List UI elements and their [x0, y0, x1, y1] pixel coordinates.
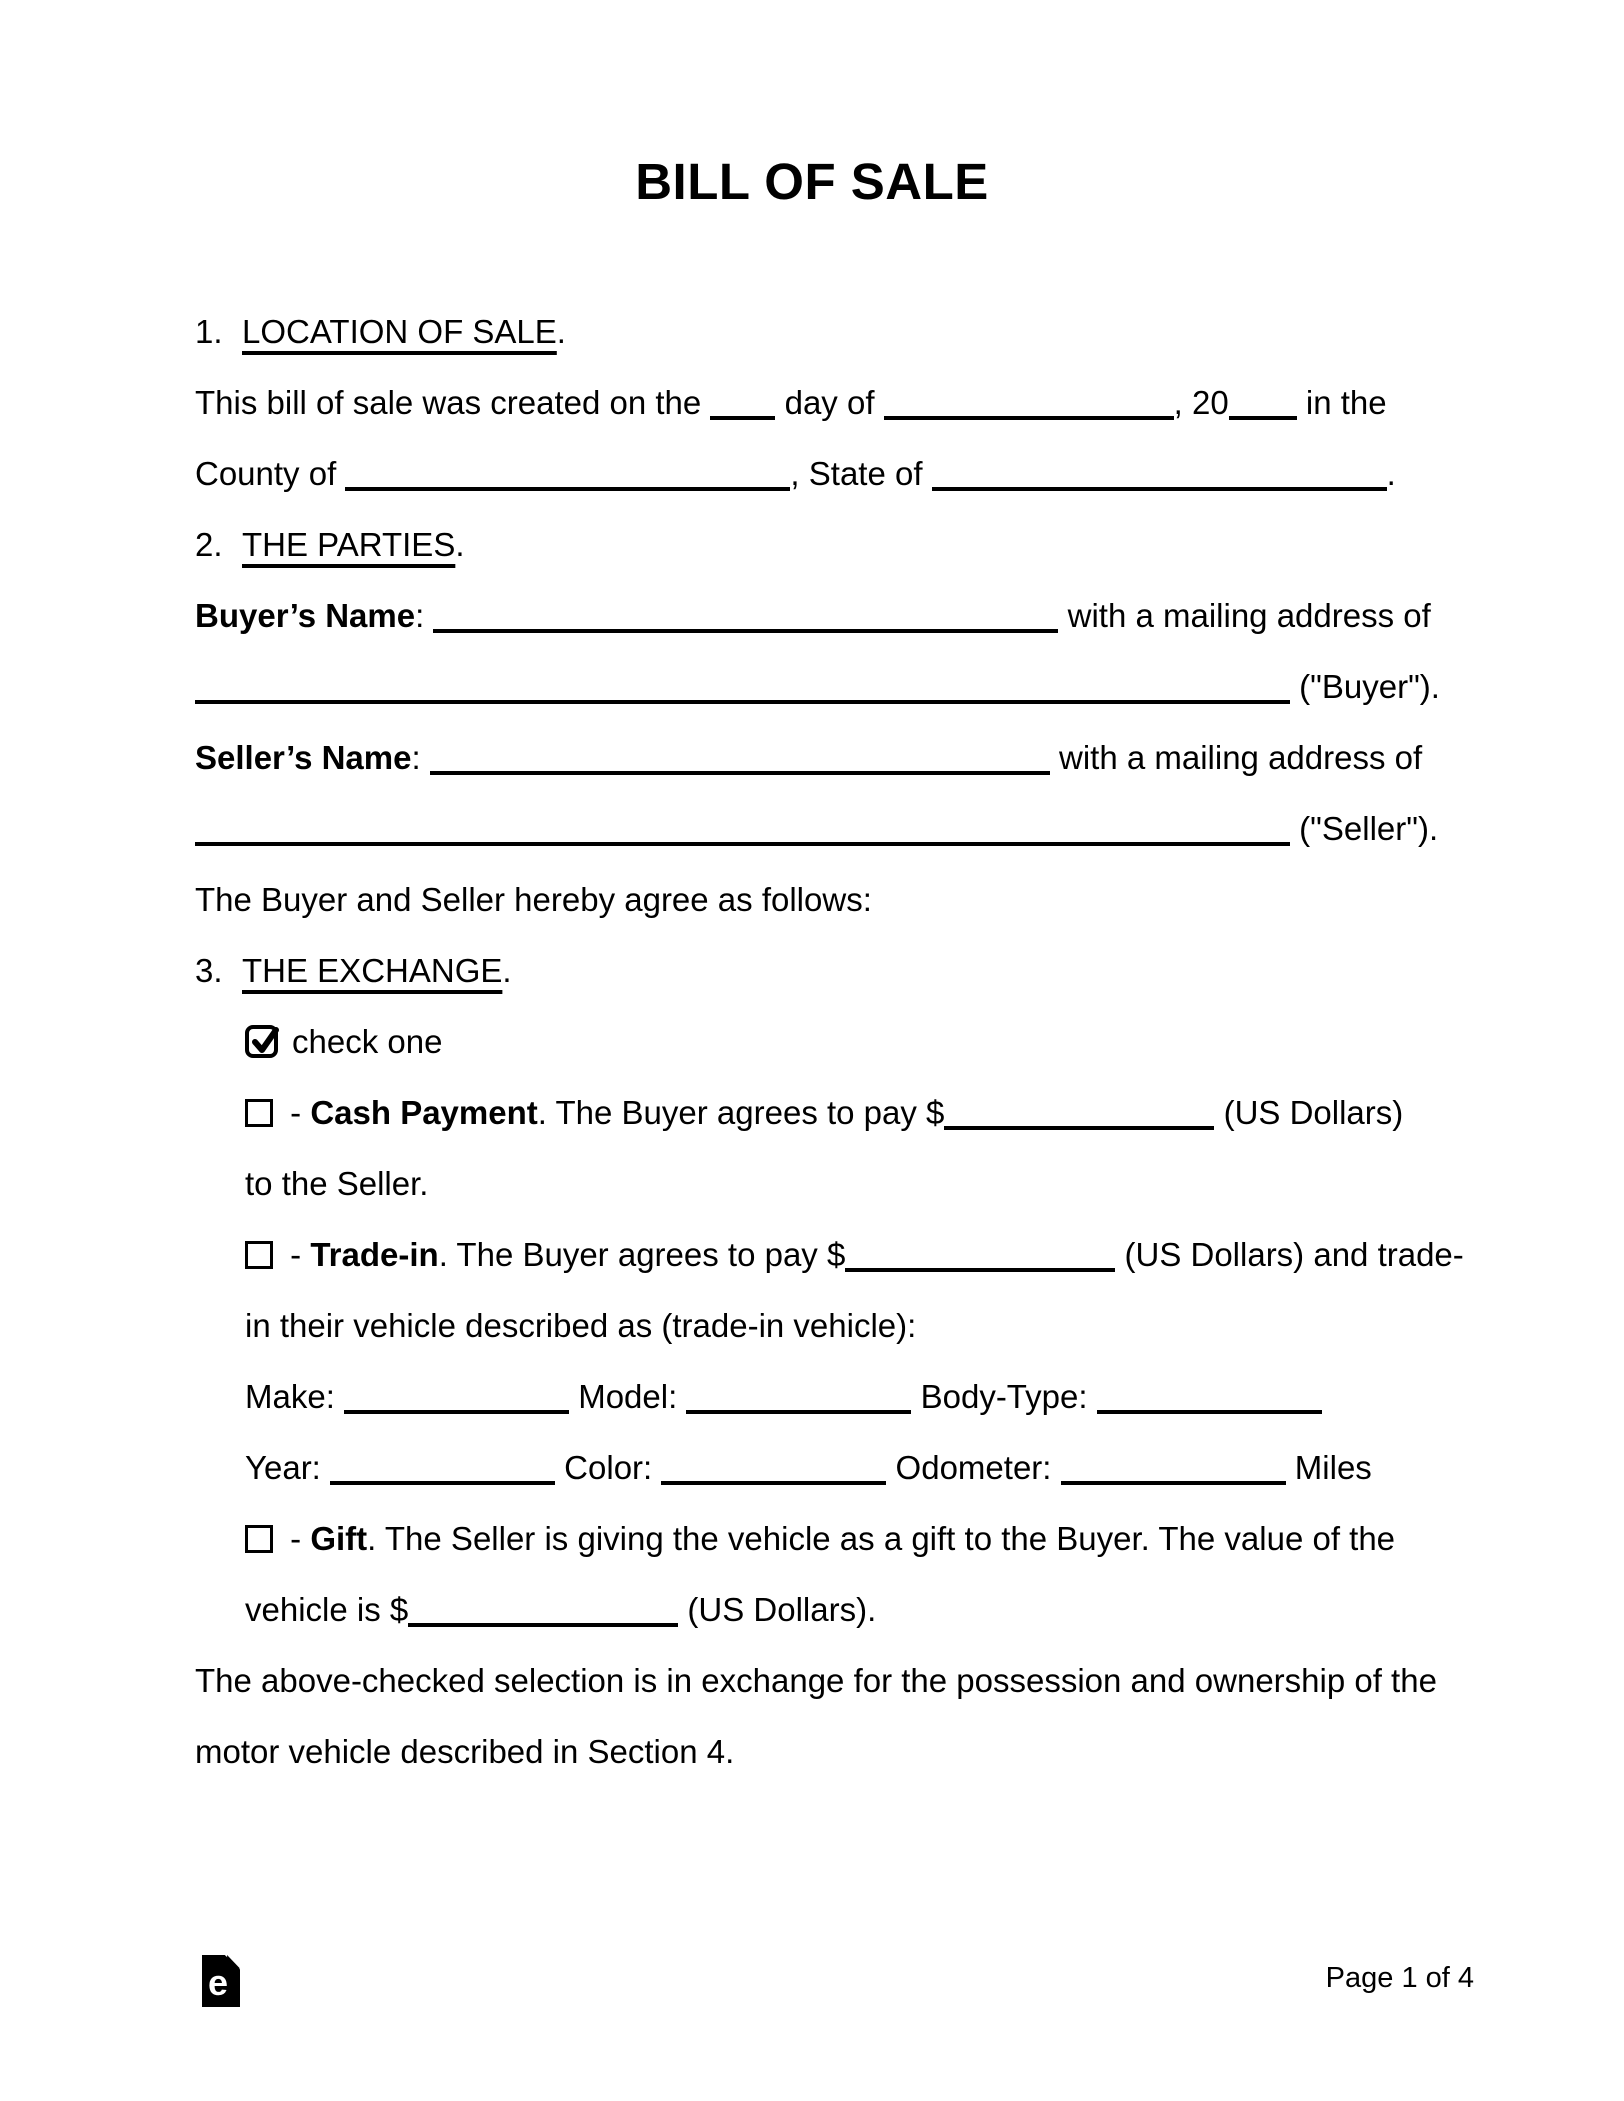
check-one-line [245, 1006, 1455, 1077]
section-2-title: THE PARTIES [242, 526, 456, 563]
check-icon [247, 1022, 285, 1060]
trade-in-label: Trade-in [310, 1236, 439, 1273]
seller-name-line [195, 722, 1455, 793]
agreement-text: The Buyer and Seller hereby agree as follows: [195, 881, 872, 918]
vehicle-specs-line-2 [245, 1432, 1455, 1503]
buyer-name-field[interactable] [433, 629, 1058, 633]
document-body [195, 296, 1464, 1787]
color-label: Color: [555, 1449, 662, 1486]
section-3-period: . [502, 952, 512, 989]
cash-payment-line [245, 1077, 1455, 1148]
buyer-address-line [195, 651, 1455, 722]
section-2-period: . [455, 526, 465, 563]
page-number: Page 1 of 4 [1325, 1962, 1474, 1994]
cash-amount-field[interactable] [944, 1126, 1214, 1130]
gift-text: . The Seller is giving the vehicle as a gift to the Buyer. The value of the [367, 1520, 1396, 1557]
vehicle-specs-line-1 [245, 1361, 1455, 1432]
created-text-b: day of [775, 384, 884, 421]
seller-name-field[interactable] [430, 771, 1050, 775]
section-3-number: 3. [195, 952, 223, 989]
model-label: Model: [569, 1378, 687, 1415]
gift-dash: - [281, 1520, 311, 1557]
state-field[interactable] [932, 487, 1387, 491]
year-label: Year: [245, 1449, 331, 1486]
created-text-c: , 20 [1173, 384, 1229, 421]
body-type-label: Body-Type: [911, 1378, 1097, 1415]
cash-text: . The Buyer agrees to pay $ [537, 1094, 945, 1131]
closing-line-2 [195, 1716, 1455, 1787]
buyer-name-label: Buyer’s Name [195, 597, 416, 634]
trade-in-checkbox[interactable] [245, 1241, 273, 1269]
created-text-a: This bill of sale was created on the [195, 384, 711, 421]
trade-text: . The Buyer agrees to pay $ [438, 1236, 846, 1273]
trade-amount-field[interactable] [845, 1268, 1115, 1272]
check-one-checkbox[interactable] [245, 1025, 278, 1058]
trade-continuation-text: in their vehicle described as (trade-in vehicle): [245, 1307, 917, 1344]
gift-continuation-text: vehicle is $ [245, 1591, 409, 1628]
gift-label: Gift [310, 1520, 368, 1557]
section-1-title: LOCATION OF SALE [242, 313, 557, 350]
cash-after: (US Dollars) [1214, 1094, 1404, 1131]
gift-value-field[interactable] [408, 1623, 678, 1627]
odometer-field[interactable] [1061, 1481, 1286, 1485]
buyer-address-field[interactable] [195, 700, 1290, 704]
section-2-heading-line [195, 509, 1455, 580]
odometer-label: Odometer: [886, 1449, 1061, 1486]
trade-in-line [245, 1219, 1464, 1290]
closing-text-2: motor vehicle described in Section 4. [195, 1733, 735, 1770]
cash-continuation-text: to the Seller. [245, 1165, 429, 1202]
buyer-name-colon: : [415, 597, 434, 634]
seller-tag: ("Seller"). [1290, 810, 1439, 847]
model-field[interactable] [686, 1410, 911, 1414]
section-3-title: THE EXCHANGE [242, 952, 503, 989]
place-text-c: . [1386, 455, 1396, 492]
section-3-heading-line [195, 935, 1455, 1006]
cash-payment-label: Cash Payment [310, 1094, 538, 1131]
gift-checkbox[interactable] [245, 1525, 273, 1553]
section-1-heading-line [195, 296, 1455, 367]
seller-name-after: with a mailing address of [1049, 739, 1423, 776]
seller-address-field[interactable] [195, 842, 1290, 846]
section-1-period: . [556, 313, 566, 350]
gift-continuation-line [245, 1574, 1455, 1645]
seller-name-colon: : [411, 739, 430, 776]
trade-in-continuation-line [245, 1290, 1455, 1361]
day-field[interactable] [710, 416, 775, 420]
eforms-logo-icon [202, 1955, 240, 2007]
make-field[interactable] [344, 1410, 569, 1414]
gift-line [245, 1503, 1455, 1574]
section-1-number: 1. [195, 313, 223, 350]
document-title: BILL OF SALE [635, 153, 989, 210]
section-2-number: 2. [195, 526, 223, 563]
check-one-label: check one [292, 1023, 443, 1060]
place-text-b: , State of [790, 455, 932, 492]
created-date-line [195, 367, 1455, 438]
trade-after: (US Dollars) and trade- [1115, 1236, 1464, 1273]
cash-payment-continuation-line [245, 1148, 1455, 1219]
trade-dash: - [281, 1236, 311, 1273]
place-text-a: County of [195, 455, 346, 492]
gift-continuation-after: (US Dollars). [678, 1591, 877, 1628]
closing-text-1: The above-checked selection is in exchange for the possession and ownership of the [195, 1662, 1437, 1699]
month-field[interactable] [884, 416, 1174, 420]
buyer-name-after: with a mailing address of [1058, 597, 1431, 634]
closing-line-1 [195, 1645, 1455, 1716]
logo-letter: e [207, 1962, 229, 2003]
make-label: Make: [245, 1378, 345, 1415]
vehicle-year-field[interactable] [330, 1481, 555, 1485]
buyer-tag: ("Buyer"). [1290, 668, 1440, 705]
year-field[interactable] [1229, 416, 1297, 420]
seller-address-line [195, 793, 1455, 864]
cash-payment-checkbox[interactable] [245, 1099, 273, 1127]
seller-name-label: Seller’s Name [195, 739, 412, 776]
color-field[interactable] [661, 1481, 886, 1485]
miles-label: Miles [1285, 1449, 1372, 1486]
created-text-d: in the [1296, 384, 1387, 421]
county-field[interactable] [345, 487, 790, 491]
buyer-name-line [195, 580, 1455, 651]
body-type-field[interactable] [1097, 1410, 1322, 1414]
agreement-line [195, 864, 1455, 935]
county-state-line [195, 438, 1455, 509]
cash-dash: - [281, 1094, 311, 1131]
